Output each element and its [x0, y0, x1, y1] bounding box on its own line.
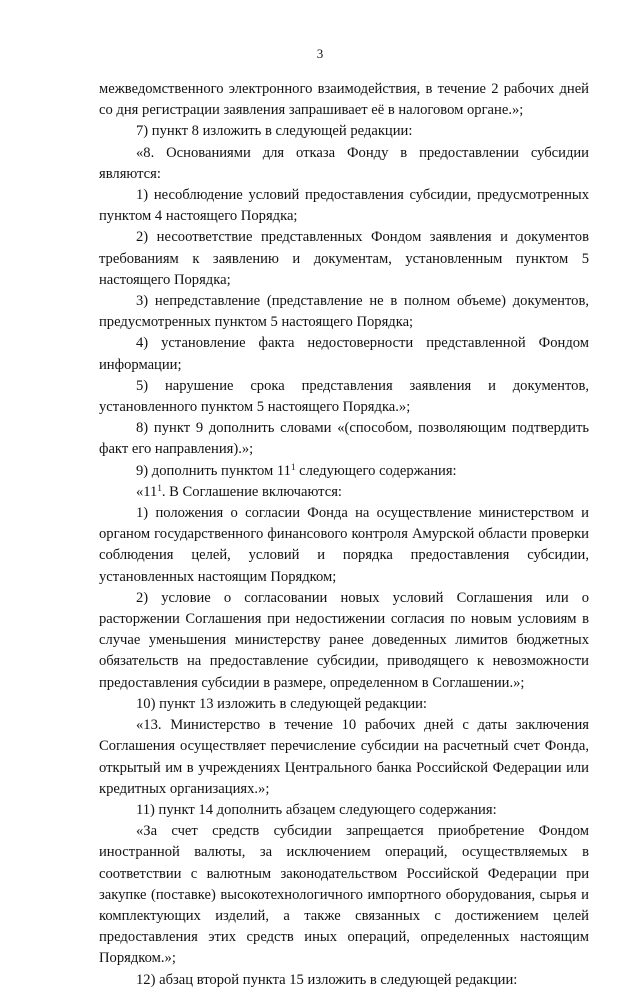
paragraph-text: 5) нарушение срока представления заявления и документов, установленного пунктом 5 настоящего Порядка.»; [99, 377, 589, 416]
paragraph [99, 418, 589, 460]
paragraph [99, 461, 589, 482]
paragraph-text: 2) несоответствие представленных Фондом заявления и документов требованиям к заявлению и документам, установленным пунктом 5 настоящего Порядка; [99, 229, 589, 288]
paragraph-text: 1) несоблюдение условий предоставления субсидии, предусмотренных пунктом 4 настоящего Порядка; [99, 187, 589, 225]
paragraph [99, 694, 589, 715]
paragraph-text: 8) пункт 9 дополнить словами «(способом, позволяющим подтвердить факт его направления).»; [99, 420, 589, 458]
paragraph [99, 333, 589, 375]
paragraph-text: 9) дополнить пунктом 11 [136, 462, 291, 479]
paragraph-text: . В Соглашение включаются: [161, 483, 342, 500]
paragraph-text: 10) пункт 13 изложить в следующей редакции: [136, 695, 427, 712]
paragraph [99, 143, 589, 185]
page-number: 3 [316, 46, 324, 61]
paragraph-text: 2) условие о согласовании новых условий Соглашения или о расторжении Соглашения при недостижении согласия по новым условиям в случае уменьшения министерству ранее доведенных лимитов бюджетных обязательств на предоставление субсидии, приводящего к невозможности предоставления субсидии в размере, определенном в Соглашении.»; [99, 589, 589, 691]
document-body [99, 79, 589, 991]
paragraph-text: 3) непредставление (представление не в полном объеме) документов, предусмотренных пунктом 5 настоящего Порядка; [99, 293, 589, 331]
paragraph-text: 4) установление факта недостоверности представленной Фондом информации; [99, 335, 589, 373]
paragraph-text: 7) пункт 8 изложить в следующей редакции: [136, 123, 413, 140]
paragraph-text: «11 [136, 483, 158, 500]
paragraph [99, 227, 589, 291]
paragraph [99, 291, 589, 333]
paragraph [99, 79, 589, 121]
paragraph [99, 800, 589, 821]
paragraph-text: 1) положения о согласии Фонда на осуществление министерством и органом государственного финансового контроля Амурской области проверки соблюдения целей, условий и порядка предоставления субсидии, установленных настоящим Порядком; [99, 505, 589, 585]
paragraph [99, 715, 589, 800]
paragraph [99, 121, 589, 142]
paragraph-text: «За счет средств субсидии запрещается приобретение Фондом иностранной валюты, за исключением операций, осуществляемых в соответствии с валютным законодательством Российской Федерации при закупке (поставке) высокотехнологичного импортного оборудования, сырья и комплектующих изделий, а также связанных с достижением целей предоставления этих средств иных операций, определенных настоящим Порядком.»; [99, 823, 589, 967]
superscript: 1 [290, 461, 296, 472]
paragraph [99, 482, 589, 503]
paragraph [99, 970, 589, 991]
paragraph [99, 376, 589, 418]
paragraph [99, 185, 589, 227]
paragraph-text: 12) абзац второй пункта 15 изложить в следующей редакции: [136, 971, 518, 988]
paragraph-text: 11) пункт 14 дополнить абзацем следующего содержания: [136, 801, 497, 818]
paragraph-text: межведомственного электронного взаимодействия, в течение 2 рабочих дней со дня регистрации заявления запрашивает её в налоговом органе.»; [99, 81, 589, 119]
paragraph-text: «13. Министерство в течение 10 рабочих дней с даты заключения Соглашения осуществляет перечисление субсидии на расчетный счет Фонда, открытый им в учреждениях Центрального банка Российской Федерации или кредитных организациях.»; [99, 717, 589, 797]
paragraph [99, 503, 589, 588]
paragraph-text: следующего содержания: [295, 462, 457, 479]
paragraph [99, 821, 589, 969]
paragraph-text: «8. Основаниями для отказа Фонду в предоставлении субсидии являются: [99, 144, 589, 182]
superscript: 1 [157, 482, 162, 493]
paragraph [99, 588, 589, 694]
